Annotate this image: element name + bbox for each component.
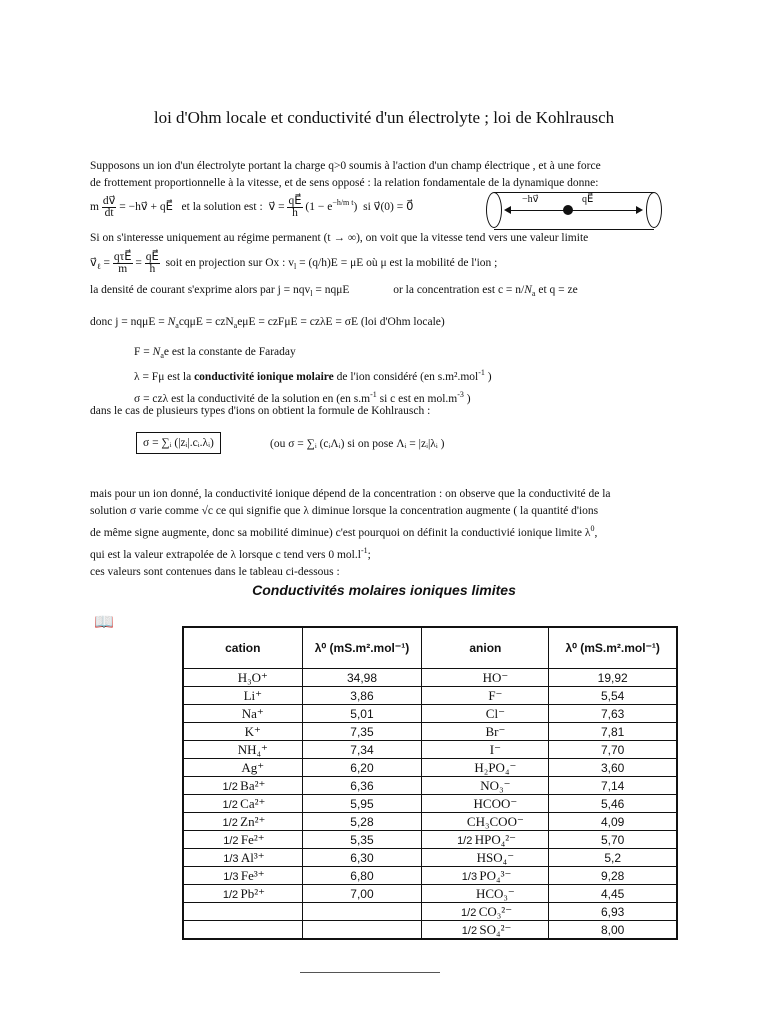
cation-lambda-cell — [302, 921, 422, 940]
concentration-paragraph — [90, 486, 690, 581]
concentration-line-5: ces valeurs sont contenues dans le tableau ci-dessous : — [90, 566, 340, 578]
anion-lambda-cell: 7,81 — [549, 723, 677, 741]
anion-cell: CH₃COO⁻ — [422, 813, 549, 831]
cation-lambda-cell: 6,80 — [302, 867, 422, 885]
cation-lambda-cell — [302, 903, 422, 921]
cation-cell: Li⁺ — [183, 687, 302, 705]
anion-lambda-cell: 5,46 — [549, 795, 677, 813]
concentration-line-1: mais pour un ion donné, la conductivité ionique dépend de la concentration : on observe que la conductivité de la — [90, 488, 611, 500]
cation-cell: H₃O⁺ — [183, 669, 302, 687]
table-row — [183, 795, 677, 813]
cation-cell: 1/3 Fe³⁺ — [183, 867, 302, 885]
conductivity-table — [182, 626, 678, 940]
anion-lambda-cell: 7,14 — [549, 777, 677, 795]
cation-cell: Ag⁺ — [183, 759, 302, 777]
cation-lambda-cell: 6,30 — [302, 849, 422, 867]
page-title: loi d'Ohm locale et conductivité d'un électrolyte ; loi de Kohlrausch — [153, 108, 615, 127]
equation-limit-velocity: $v⃗_\ell$ = $\frac{\text{qτE⃗}}{m}$ = $\frac{qE⃗}{h}$ soit en projection sur Ox : $v_l = (q/h)E = \mu E$ où μ est la mobilité de l'ion ; — [90, 251, 498, 275]
current-density-text: la densité de courant s'exprime alors par j = nqv$_l$ = nqμE or la concentration est $c = n/N_a$ et q = ze — [90, 284, 578, 298]
definitions-list — [134, 344, 492, 408]
tube-body — [494, 192, 654, 230]
anion-lambda-cell: 6,93 — [549, 903, 677, 921]
table-row — [183, 777, 677, 795]
header-cation: cation — [183, 627, 302, 669]
tube-diagram — [486, 190, 664, 234]
anion-cell: 1/2 SO₄²⁻ — [422, 921, 549, 940]
anion-lambda-cell: 8,00 — [549, 921, 677, 940]
arrow-left-icon — [504, 206, 511, 214]
anion-lambda-cell: 19,92 — [549, 669, 677, 687]
definition-faraday: $F = N_ae$ est la constante de Faraday — [134, 346, 296, 360]
cation-lambda-cell: 3,86 — [302, 687, 422, 705]
anion-cell: Br⁻ — [422, 723, 549, 741]
cation-cell: 1/2 Zn²⁺ — [183, 813, 302, 831]
anion-cell: H₂PO₄⁻ — [422, 759, 549, 777]
table-row — [183, 849, 677, 867]
table-header-row — [183, 627, 677, 669]
table-row — [183, 705, 677, 723]
cation-lambda-cell: 5,35 — [302, 831, 422, 849]
table-row — [183, 741, 677, 759]
table-row — [183, 921, 677, 940]
table-row — [183, 759, 677, 777]
cation-lambda-cell: 7,35 — [302, 723, 422, 741]
anion-cell: HSO₄⁻ — [422, 849, 549, 867]
ohm-law-text: donc $j = nq\mu E = N_acq\mu E = czN_ae\mu E = czF\mu E = cz\lambda E = \sigma E$ (loi d'Ohm locale) — [90, 316, 445, 330]
cation-cell: Na⁺ — [183, 705, 302, 723]
anion-cell: F⁻ — [422, 687, 549, 705]
anion-lambda-cell: 9,28 — [549, 867, 677, 885]
anion-cell: HCO₃⁻ — [422, 885, 549, 903]
table-title: Conductivités molaires ioniques limites — [252, 582, 516, 598]
definition-molar-conductivity: λ = Fμ est la conductivité ionique molaire de l'ion considéré (en s.m².mol$^{-1}$ ) — [134, 368, 492, 383]
cation-cell — [183, 903, 302, 921]
anion-lambda-cell: 5,2 — [549, 849, 677, 867]
arrow-right-icon — [636, 206, 643, 214]
kohlrausch-formula-box — [136, 432, 221, 454]
cation-cell — [183, 921, 302, 940]
anion-lambda-cell: 4,45 — [549, 885, 677, 903]
anion-cell: HO⁻ — [422, 669, 549, 687]
cation-lambda-cell: 7,00 — [302, 885, 422, 903]
table-row — [183, 723, 677, 741]
anion-cell: 1/2 CO₃²⁻ — [422, 903, 549, 921]
cation-lambda-cell: 7,34 — [302, 741, 422, 759]
kohlrausch-alternate: (ou σ = ∑ᵢ (cᵢΛᵢ) si on pose Λᵢ = |zᵢ|λᵢ ) — [270, 438, 445, 450]
concentration-line-4: qui est la valeur extrapolée de λ lorsque c tend vers 0 $mol.l^{-1}$; — [90, 546, 371, 561]
table-row — [183, 813, 677, 831]
anion-cell: 1/3 PO₄³⁻ — [422, 867, 549, 885]
table-row — [183, 669, 677, 687]
kohlrausch-formula: σ = ∑ᵢ (|zᵢ|.cᵢ.λᵢ) — [136, 432, 221, 454]
anion-cell: I⁻ — [422, 741, 549, 759]
header-cation-lambda: λ⁰ (mS.m².mol⁻¹) — [302, 627, 422, 669]
intro-line-2: de frottement proportionnelle à la vitesse, et de sens opposé : la relation fondamentale de la dynamique donne: — [90, 177, 599, 189]
ion-dot — [563, 205, 573, 215]
equation-motion: m $\frac{dv⃗}{dt}$ = −hv⃗ + qE⃗ et la solution est : v⃗ = $\frac{qE⃗}{h}$ $(1 - e^{-h/m t})$ si v⃗(0) = 0⃗ — [90, 195, 414, 219]
cation-cell: 1/2 Pb²⁺ — [183, 885, 302, 903]
table-row — [183, 867, 677, 885]
anion-lambda-cell: 5,54 — [549, 687, 677, 705]
cation-lambda-cell: 5,28 — [302, 813, 422, 831]
book-icon: 📖 — [94, 614, 114, 631]
header-anion-lambda: λ⁰ (mS.m².mol⁻¹) — [549, 627, 677, 669]
cation-cell: NH₄⁺ — [183, 741, 302, 759]
intro-paragraph — [90, 158, 690, 192]
concentration-line-3: de même signe augmente, donc sa mobilité diminue) c'est pourquoi on définit la conductivié ionique limite $\lambda^0$, — [90, 524, 598, 539]
cation-lambda-cell: 6,36 — [302, 777, 422, 795]
electric-force-label: qE⃗ — [582, 194, 594, 205]
table-row — [183, 885, 677, 903]
cation-lambda-cell: 5,95 — [302, 795, 422, 813]
table-row — [183, 687, 677, 705]
anion-cell: NO₃⁻ — [422, 777, 549, 795]
concentration-line-2: solution σ varie comme √c ce qui signifie que λ diminue lorsque la concentration augmente ( la quantité d'ions — [90, 505, 599, 517]
tube-left-end — [486, 192, 502, 228]
force-axis-line — [508, 210, 638, 211]
cation-lambda-cell: 34,98 — [302, 669, 422, 687]
anion-lambda-cell: 3,60 — [549, 759, 677, 777]
header-anion: anion — [422, 627, 549, 669]
anion-cell: Cl⁻ — [422, 705, 549, 723]
cation-cell: 1/3 Al³⁺ — [183, 849, 302, 867]
cation-lambda-cell: 6,20 — [302, 759, 422, 777]
cation-cell: 1/2 Ba²⁺ — [183, 777, 302, 795]
footer-divider — [300, 972, 440, 973]
kohlrausch-intro: dans le cas de plusieurs types d'ions on obtient la formule de Kohlrausch : — [90, 405, 431, 417]
tube-right-end — [646, 192, 662, 228]
steady-state-text: Si on s'interesse uniquement au régime permanent (t → ∞), on voit que la vitesse tend vers une valeur limite — [90, 232, 589, 244]
cation-cell: 1/2 Fe²⁺ — [183, 831, 302, 849]
table-row — [183, 903, 677, 921]
cation-cell: 1/2 Ca²⁺ — [183, 795, 302, 813]
anion-cell: HCOO⁻ — [422, 795, 549, 813]
cation-lambda-cell: 5,01 — [302, 705, 422, 723]
intro-line-1: Supposons un ion d'un électrolyte portant la charge q>0 soumis à l'action d'un champ électrique , et à une force — [90, 160, 601, 172]
anion-lambda-cell: 7,70 — [549, 741, 677, 759]
cation-cell: K⁺ — [183, 723, 302, 741]
table-row — [183, 831, 677, 849]
anion-lambda-cell: 5,70 — [549, 831, 677, 849]
anion-cell: 1/2 HPO₄²⁻ — [422, 831, 549, 849]
anion-lambda-cell: 7,63 — [549, 705, 677, 723]
definition-solution-conductivity: σ = czλ est la conductivité de la solution en (en $s.m^{-1}$ si c est en $mol.m^{-3}$ ) — [134, 390, 471, 405]
anion-lambda-cell: 4,09 — [549, 813, 677, 831]
friction-force-label: −hv⃗ — [522, 194, 539, 205]
